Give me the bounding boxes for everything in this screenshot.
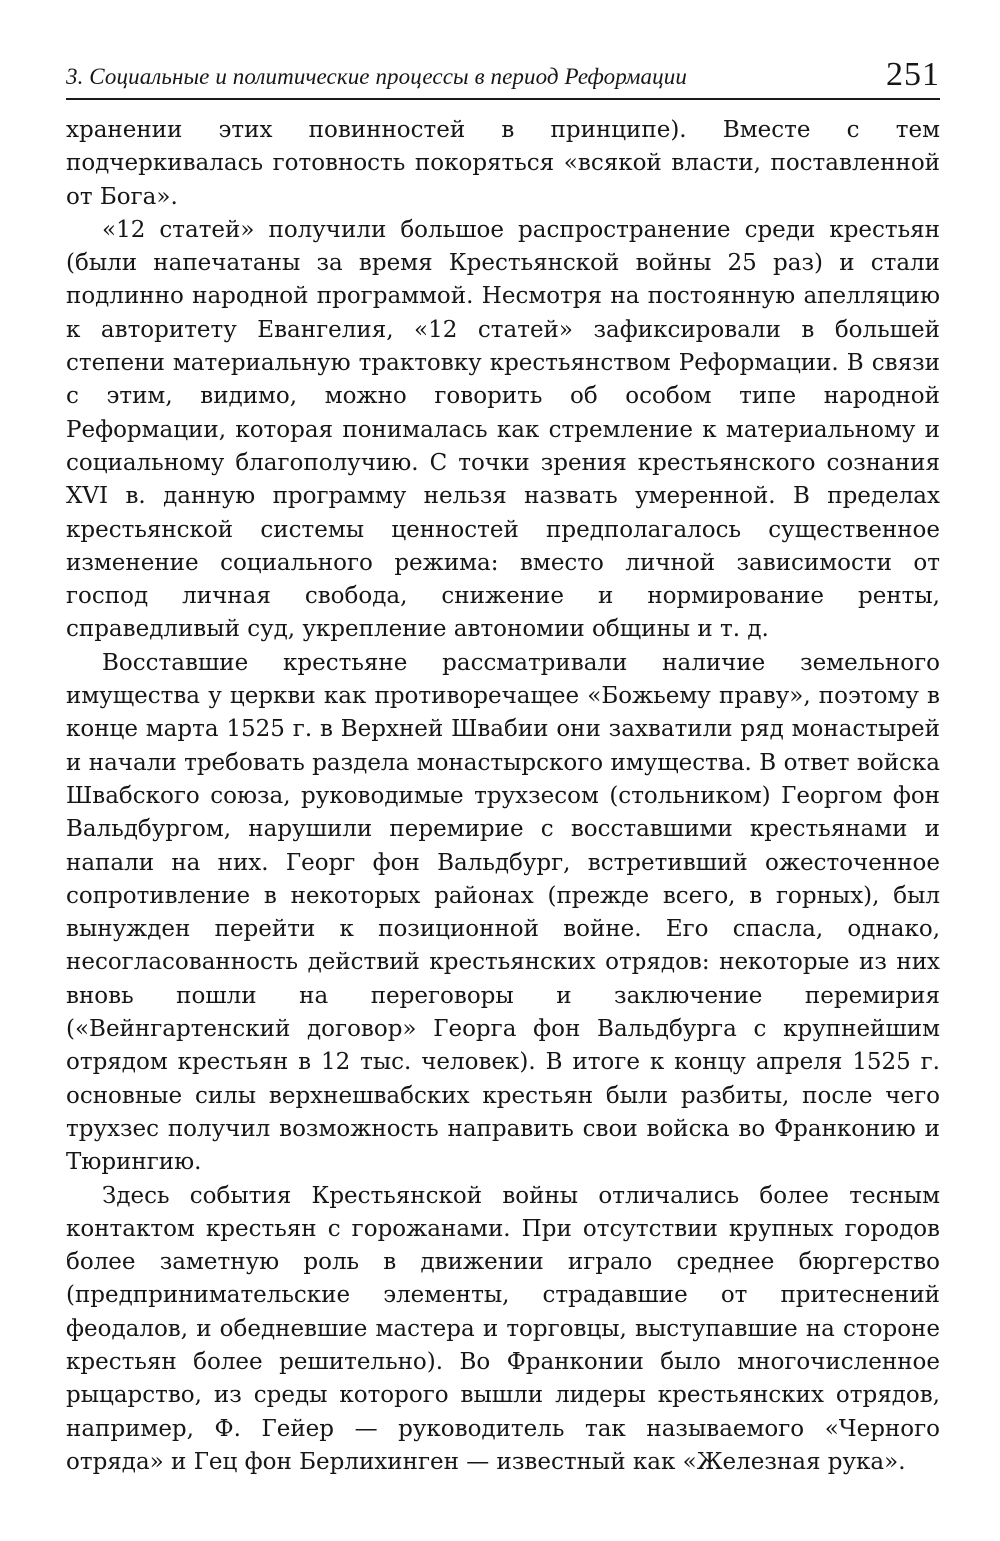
book-page <box>66 40 940 1500</box>
paragraph: Восставшие крестьяне рассматривали наличие земельного имущества у церкви как противоречащее «Божьему праву», поэтому в конце марта 1525 г. в Верхней Швабии они захватили ряд монастырей и начали требовать раздела монастырского имущества. В ответ войска Швабского союза, руководимые трухзесом (стольником) Георгом фон Вальдбургом, нарушили перемирие с восставшими крестьянами и напали на них. Георг фон Вальдбург, встретивший ожесточенное сопротивление в некоторых районах (прежде всего, в горных), был вынужден перейти к позиционной войне. Его спасла, однако, несогласованность действий крестьянских отрядов: некоторые из них вновь пошли на переговоры и заключение перемирия («Вейнгартенский договор» Георга фон Вальдбурга с крупнейшим отрядом крестьян в 12 тыс. человек). В итоге к концу апреля 1525 г. основные силы верхнешвабских крестьян были разбиты, после чего трухзес получил возможность направить свои войска во Франконию и Тюрингию. <box>66 649 940 1176</box>
page-number: 251 <box>886 56 940 93</box>
running-header <box>66 40 940 100</box>
chapter-title: 3. Социальные и политические процессы в период Реформации <box>66 64 687 89</box>
paragraph: Здесь события Крестьянской войны отличались более тесным контактом крестьян с горожанами. При отсутствии крупных городов более заметную роль в движении играло среднее бюргерство (предпринимательские элементы, страдавшие от притеснений феодалов, и обедневшие мастера и торговцы, выступавшие на стороне крестьян более решительно). Во Франконии было многочисленное рыцарство, из среды которого вышли лидеры крестьянских отрядов, например, Ф. Гейер — руководитель так называемого «Черного отряда» и Гец фон Берлихинген — известный как «Железная рука». <box>66 1182 940 1475</box>
body-text <box>66 114 940 1479</box>
paragraph: «12 статей» получили большое распространение среди крестьян (были напечатаны за время Крестьянской войны 25 раз) и стали подлинно народной программой. Несмотря на постоянную апелляцию к авторитету Евангелия, «12 статей» зафиксировали в большей степени материальную трактовку крестьянством Реформации. В связи с этим, видимо, можно говорить об особом типе народной Реформации, которая понималась как стремление к материальному и социальному благополучию. С точки зрения крестьянского сознания XVI в. данную программу нельзя назвать умеренной. В пределах крестьянской системы ценностей предполагалось существенное изменение социального режима: вместо личной зависимости от господ личная свобода, снижение и нормирование ренты, справедливый суд, укрепление автономии общины и т. д. <box>66 216 940 643</box>
paragraph-continued: хранении этих повинностей в принципе). Вместе с тем подчеркивалась готовность покоряться «всякой власти, поставленной от Бога». <box>66 117 940 210</box>
